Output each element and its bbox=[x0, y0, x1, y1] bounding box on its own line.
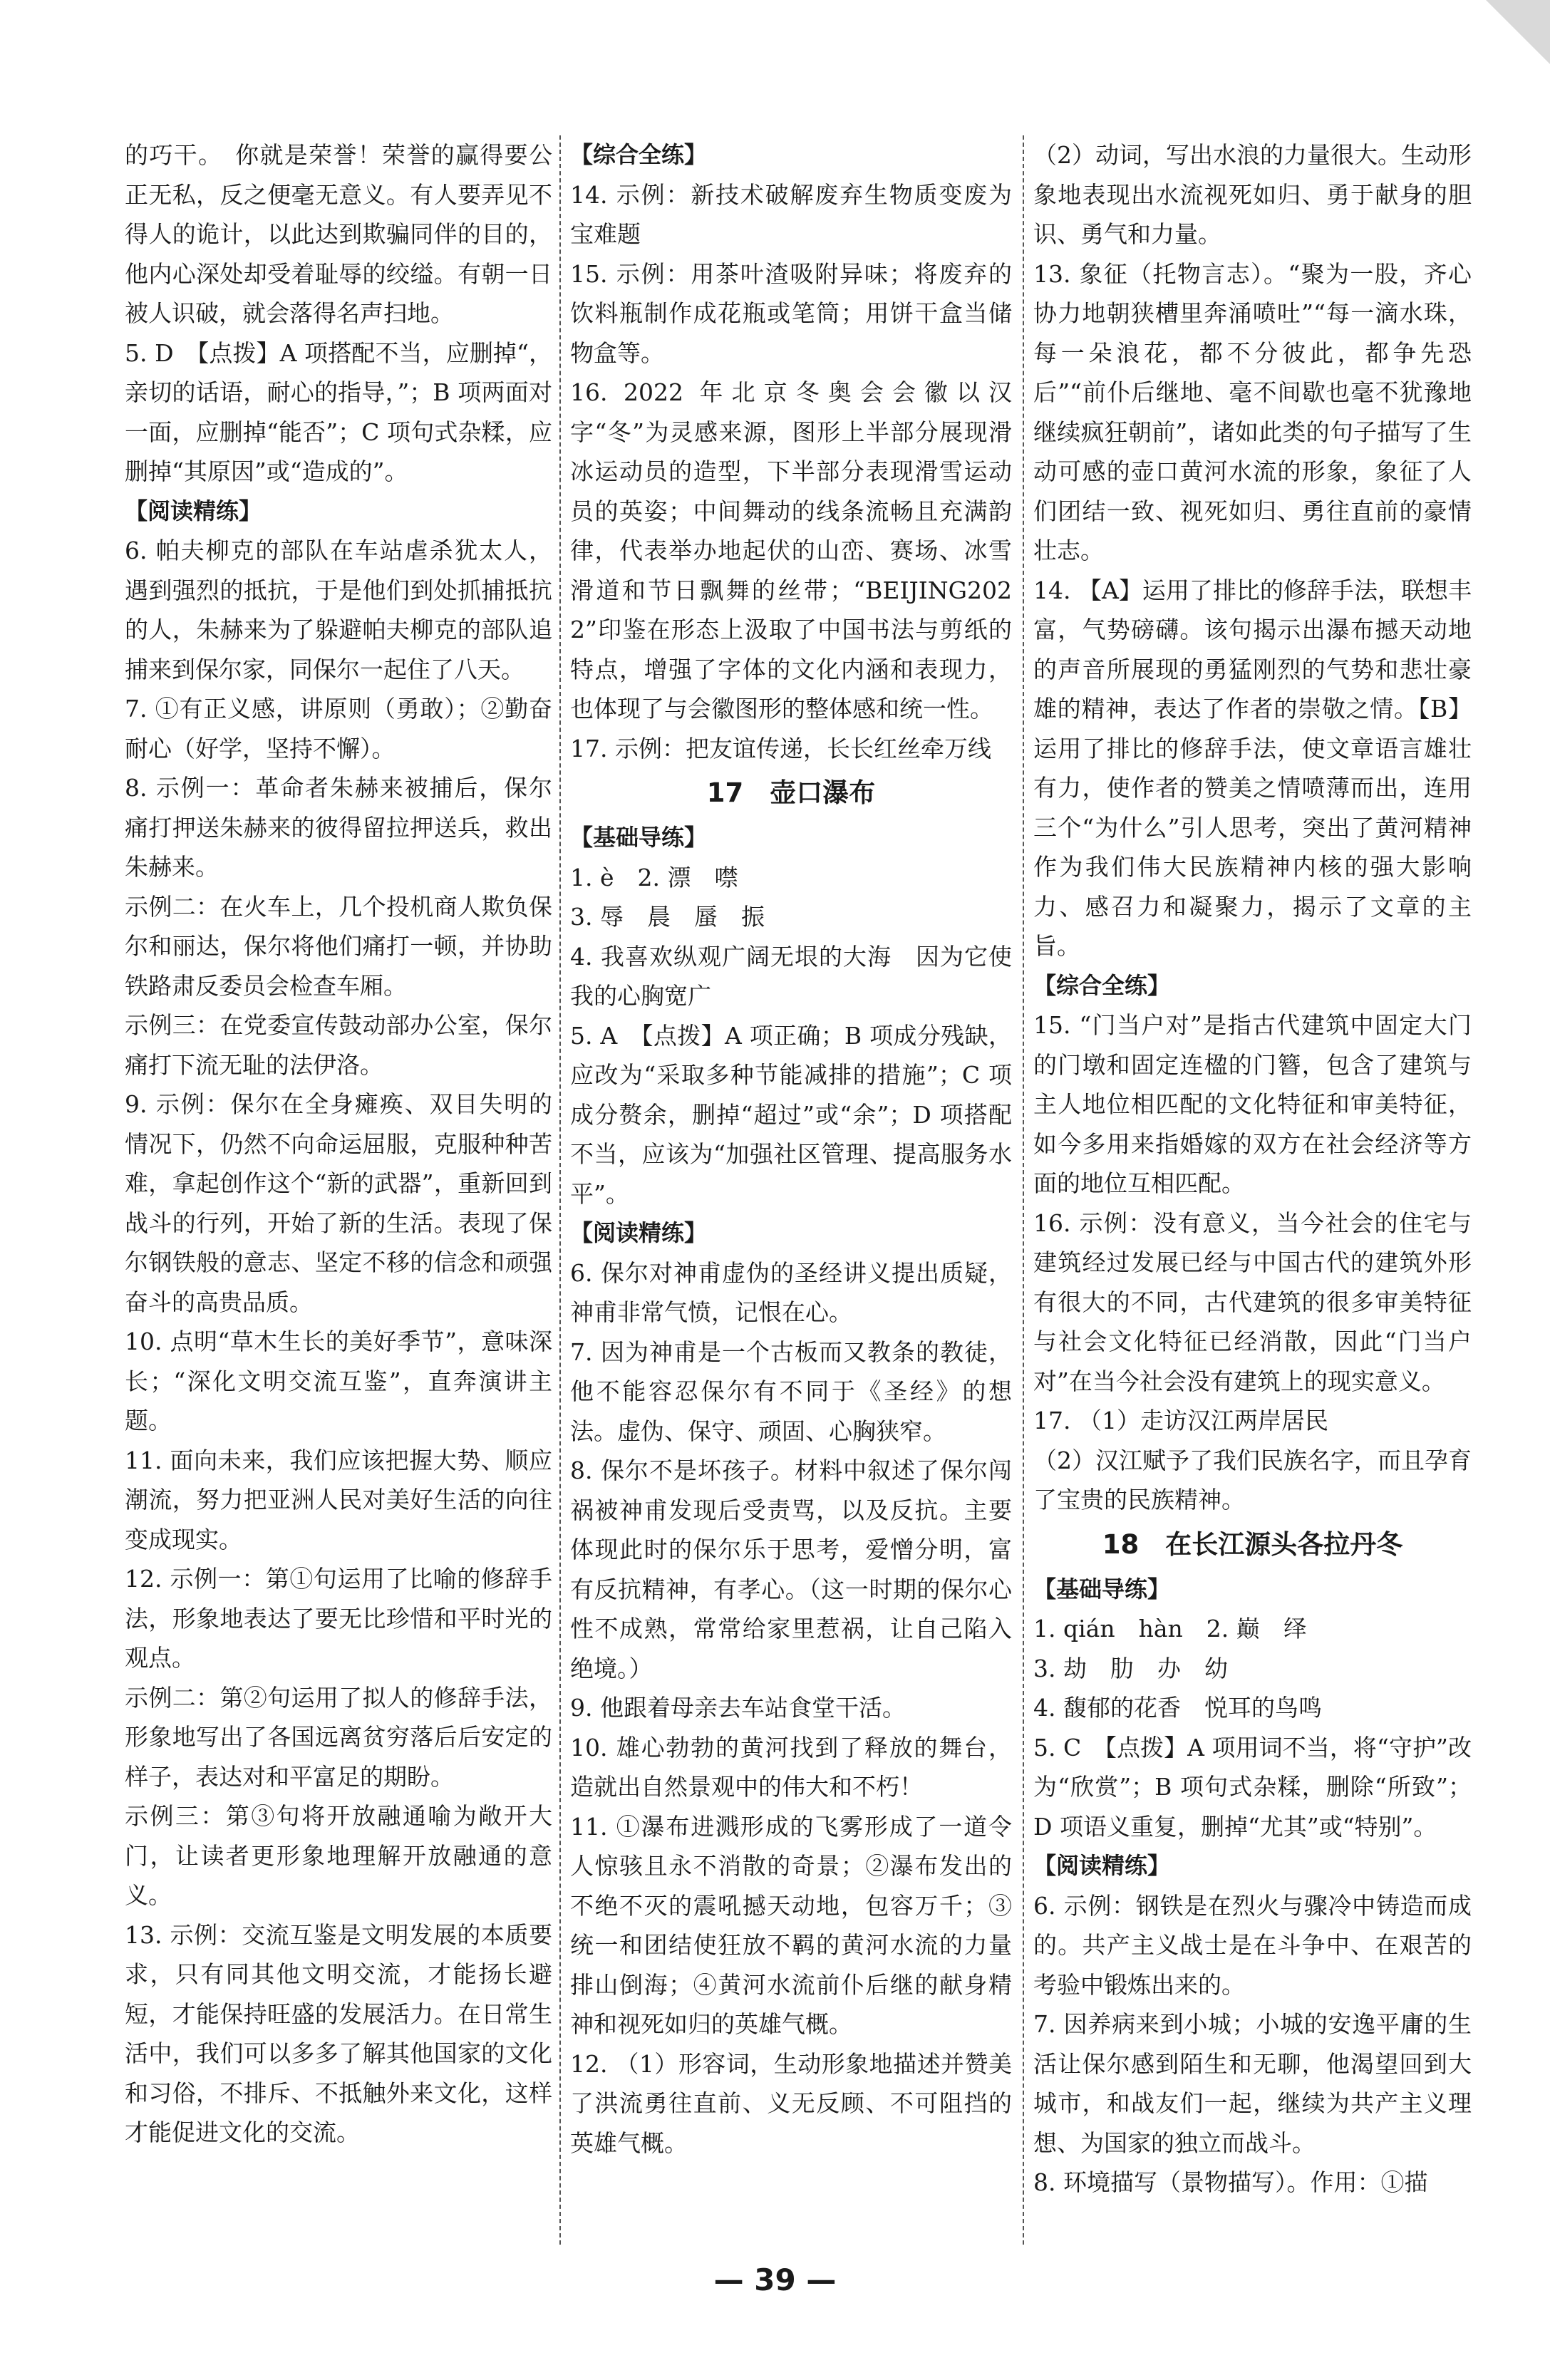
answer-paragraph: 示例三：第③句将开放融通喻为敞开大门，让读者更形象地理解开放融通的意义。 bbox=[125, 1802, 552, 1909]
answer-paragraph: （2）汉江赋予了我们民族名字，而且孕育了宝贵的民族精神。 bbox=[1033, 1446, 1472, 1514]
lesson-title: 18 在长江源头各拉丹冬 bbox=[1102, 1528, 1403, 1560]
answer-paragraph: 14. 示例：新技术破解废弃生物质变废为宝难题 bbox=[570, 180, 1012, 248]
page-number: — 39 — bbox=[713, 2262, 837, 2297]
section-heading: 【阅读精练】 bbox=[570, 1219, 708, 1246]
answer-paragraph: 5. A 【点拨】A 项正确；B 项成分残缺，应改为“采取多种节能减排的措施”；C 项成分赘余，删掉“超过”或“余”；D 项搭配不当，应该为“加强社区管理、提高服务水平”。 bbox=[570, 1021, 1012, 1208]
column-left bbox=[125, 135, 552, 2153]
answer-paragraph: 6. 保尔对神甫虚伪的圣经讲义提出质疑，神甫非常气愤，记恨在心。 bbox=[570, 1258, 1012, 1326]
answer-paragraph: 6. 示例：钢铁是在烈火与骤冷中铸造而成的。共产主义战士是在斗争中、在艰苦的考验中锻炼出来的。 bbox=[1033, 1891, 1472, 1999]
answer-paragraph: 12. 示例一：第①句运用了比喻的修辞手法，形象地表达了要无比珍惜和平时光的观点。 bbox=[125, 1565, 552, 1672]
answer-paragraph: 10. 点明“草木生长的美好季节”，意味深长；“深化文明交流互鉴”，直奔演讲主题。 bbox=[125, 1328, 552, 1434]
column-right bbox=[1033, 135, 1472, 2203]
answer-paragraph: 3. 辱 晨 蜃 振 bbox=[570, 903, 765, 931]
answer-paragraph: 9. 他跟着母亲去车站食堂干活。 bbox=[570, 1694, 906, 1722]
answer-paragraph: 10. 雄心勃勃的黄河找到了释放的舞台，造就出自然景观中的伟大和不朽！ bbox=[570, 1733, 1012, 1801]
answer-paragraph: 4. 馥郁的花香 悦耳的鸟鸣 bbox=[1033, 1694, 1322, 1722]
answer-paragraph: 7. 因为神甫是一个古板而又教条的教徒，他不能容忍保尔有不同于《圣经》的想法。虚伪、保守、顽固、心胸狭窄。 bbox=[570, 1338, 1012, 1445]
answer-paragraph: 9. 示例：保尔在全身瘫痪、双目失明的情况下，仍然不向命运屈服，克服种种苦难，拿起创作这个“新的武器”，重新回到战斗的行列，开始了新的生活。表现了保尔钢铁般的意志、坚定不移的信念和顽强奋斗的高贵品质。 bbox=[125, 1090, 552, 1316]
answer-paragraph: 16. 2022 年北京冬奥会会徽以汉字“冬”为灵感来源，图形上半部分展现滑冰运动员的造型，下半部分表现滑雪运动员的英姿；中间舞动的线条流畅且充满韵律，代表举办地起伏的山峦、赛场、冰雪滑道和节日飘舞的丝带；“BEIJING2022”印鉴在形态上汲取了中国书法与剪纸的特点，增强了字体的文化内涵和表现力，也体现了与会徽图形的整体感和统一性。 bbox=[570, 378, 1012, 723]
section-heading: 【基础导练】 bbox=[570, 824, 708, 851]
answer-paragraph: 12. （1）形容词，生动形象地描述并赞美了洪流勇往直前、义无反顾、不可阻挡的英雄气概。 bbox=[570, 2049, 1012, 2157]
section-heading: 【基础导练】 bbox=[1033, 1575, 1171, 1603]
section-heading: 【综合全练】 bbox=[570, 141, 708, 168]
answer-paragraph: 13. 象征（托物言志）。“聚为一股，齐心协力地朝狭槽里奔涌喷吐”“每一滴水珠，每一朵浪花，都不分彼此，都争先恐后”“前仆后继地、毫不间歇也毫不犹豫地继续疯狂朝前”，诸如此类的句子描写了生动可感的壶口黄河水流的形象，象征了人们团结一致、视死如归、勇往直前的豪情壮志。 bbox=[1033, 259, 1472, 564]
column-middle bbox=[570, 135, 1012, 2163]
answer-paragraph: 7. ①有正义感，讲原则（勇敢）；②勤奋耐心（好学，坚持不懈）。 bbox=[125, 695, 552, 762]
answer-paragraph: 3. 劫 肋 办 幼 bbox=[1033, 1654, 1228, 1682]
page-corner-decoration bbox=[1486, 0, 1550, 64]
answer-paragraph: 5. C 【点拨】A 项用词不当，将“守护”改为“欣赏”；B 项句式杂糅，删除“所致”；D 项语义重复，删掉“尤其”或“特别”。 bbox=[1033, 1733, 1472, 1841]
answer-paragraph: （2）动词，写出水浪的力量很大。生动形象地表现出水流视死如归、勇于献身的胆识、勇气和力量。 bbox=[1033, 141, 1472, 248]
answer-paragraph: 11. 面向未来，我们应该把握大势、顺应潮流，努力把亚洲人民对美好生活的向往变成现实。 bbox=[125, 1446, 552, 1553]
answer-paragraph: 1. qián hàn 2. 巅 绎 bbox=[1033, 1615, 1307, 1642]
answer-paragraph: 15. 示例：用茶叶渣吸附异味；将废弃的饮料瓶制作成花瓶或笔筒；用饼干盒当储物盒等。 bbox=[570, 259, 1012, 367]
answer-paragraph: 13. 示例：交流互鉴是文明发展的本质要求，只有同其他文明交流，才能扬长避短，才能保持旺盛的发展活力。在日常生活中，我们可以多多了解其他国家的文化和习俗，不排斥、不抵触外来文化，这样才能促进文化的交流。 bbox=[125, 1920, 552, 2146]
answer-paragraph: 16. 示例：没有意义，当今社会的住宅与建筑经过发展已经与中国古代的建筑外形有很大的不同，古代建筑的很多审美特征与社会文化特征已经消散，因此“门当户对”在当今社会没有建筑上的现实意义。 bbox=[1033, 1209, 1472, 1395]
answer-paragraph: 8. 保尔不是坏孩子。材料中叙述了保尔闯祸被神甫发现后受责骂，以及反抗。主要体现此时的保尔乐于思考，爱憎分明，富有反抗精神，有孝心。（这一时期的保尔心性不成熟，常常给家里惹祸，让自己陷入绝境。） bbox=[570, 1457, 1012, 1682]
section-heading: 【综合全练】 bbox=[1033, 971, 1171, 999]
answer-paragraph: 6. 帕夫柳克的部队在车站虐杀犹太人，遇到强烈的抵抗，于是他们到处抓捕抵抗的人，朱赫来为了躲避帕夫柳克的部队追捕来到保尔家，同保尔一起住了八天。 bbox=[125, 537, 552, 683]
answer-paragraph: 4. 我喜欢纵观广阔无垠的大海 因为它使我的心胸宽广 bbox=[570, 942, 1012, 1010]
answer-paragraph: 示例三：在党委宣传鼓动部办公室，保尔痛打下流无耻的法伊洛。 bbox=[125, 1011, 552, 1079]
column-divider bbox=[1023, 135, 1024, 2245]
answer-paragraph: 5. D 【点拨】A 项搭配不当，应删掉“，亲切的话语，耐心的指导，”；B 项两面对一面，应删掉“能否”；C 项句式杂糅，应删掉“其原因”或“造成的”。 bbox=[125, 338, 552, 485]
answer-paragraph: 15. “门当户对”是指古代建筑中固定大门的门墩和固定连楹的门簪，包含了建筑与主人地位相匹配的文化特征和审美特征，如今多用来指婚嫁的双方在社会经济等方面的地位互相匹配。 bbox=[1033, 1011, 1472, 1197]
answer-paragraph: 示例二：在火车上，几个投机商人欺负保尔和丽达，保尔将他们痛打一顿，并协助铁路肃反委员会检查车厢。 bbox=[125, 892, 552, 1000]
answer-paragraph: 8. 环境描写（景物描写）。作用：①描 bbox=[1033, 2168, 1428, 2196]
section-heading: 【阅读精练】 bbox=[1033, 1852, 1171, 1879]
answer-paragraph: 7. 因养病来到小城；小城的安逸平庸的生活让保尔感到陌生和无聊，他渴望回到大城市，和战友们一起，继续为共产主义理想、为国家的独立而战斗。 bbox=[1033, 2010, 1472, 2157]
answer-paragraph: 1. è 2. 漂 噤 bbox=[570, 863, 738, 891]
answer-paragraph: 8. 示例一：革命者朱赫来被捕后，保尔痛打押送朱赫来的彼得留拉押送兵，救出朱赫来。 bbox=[125, 774, 552, 881]
answer-paragraph: 17. （1）走访汉江两岸居民 bbox=[1033, 1407, 1328, 1434]
answer-paragraph: 示例二：第②句运用了拟人的修辞手法，形象地写出了各国远离贫穷落后后安定的样子，表达对和平富足的期盼。 bbox=[125, 1683, 552, 1791]
answer-paragraph: 17. 示例：把友谊传递，长长红丝牵万线 bbox=[570, 734, 991, 762]
lesson-title: 17 壶口瀑布 bbox=[706, 777, 876, 808]
column-divider bbox=[559, 135, 561, 2245]
answer-paragraph: 的巧干。 你就是荣誉！荣誉的赢得要公正无私，反之便毫无意义。有人要弄见不得人的诡计，以此达到欺骗同伴的目的，他内心深处却受着耻辱的绞缢。有朝一日被人识破，就会落得名声扫地。 bbox=[125, 141, 552, 327]
answer-paragraph: 11. ①瀑布进溅形成的飞雾形成了一道令人惊骇且永不消散的奇景；②瀑布发出的不绝不灭的震吼撼天动地，包容万千；③统一和团结使狂放不羁的黄河水流的力量排山倒海；④黄河水流前仆后继的献身精神和视死如归的英雄气概。 bbox=[570, 1812, 1012, 2038]
section-heading: 【阅读精练】 bbox=[125, 497, 262, 524]
answer-paragraph: 14. 【A】运用了排比的修辞手法，联想丰富，气势磅礴。该句揭示出瀑布撼天动地的声音所展现的勇猛刚烈的气势和悲壮豪雄的精神，表达了作者的崇敬之情。【B】运用了排比的修辞手法，使文章语言雄壮有力，使作者的赞美之情喷薄而出，连用三个“为什么”引人思考，突出了黄河精神作为我们伟大民族精神内核的强大影响力、感召力和凝聚力，揭示了文章的主旨。 bbox=[1033, 576, 1472, 960]
